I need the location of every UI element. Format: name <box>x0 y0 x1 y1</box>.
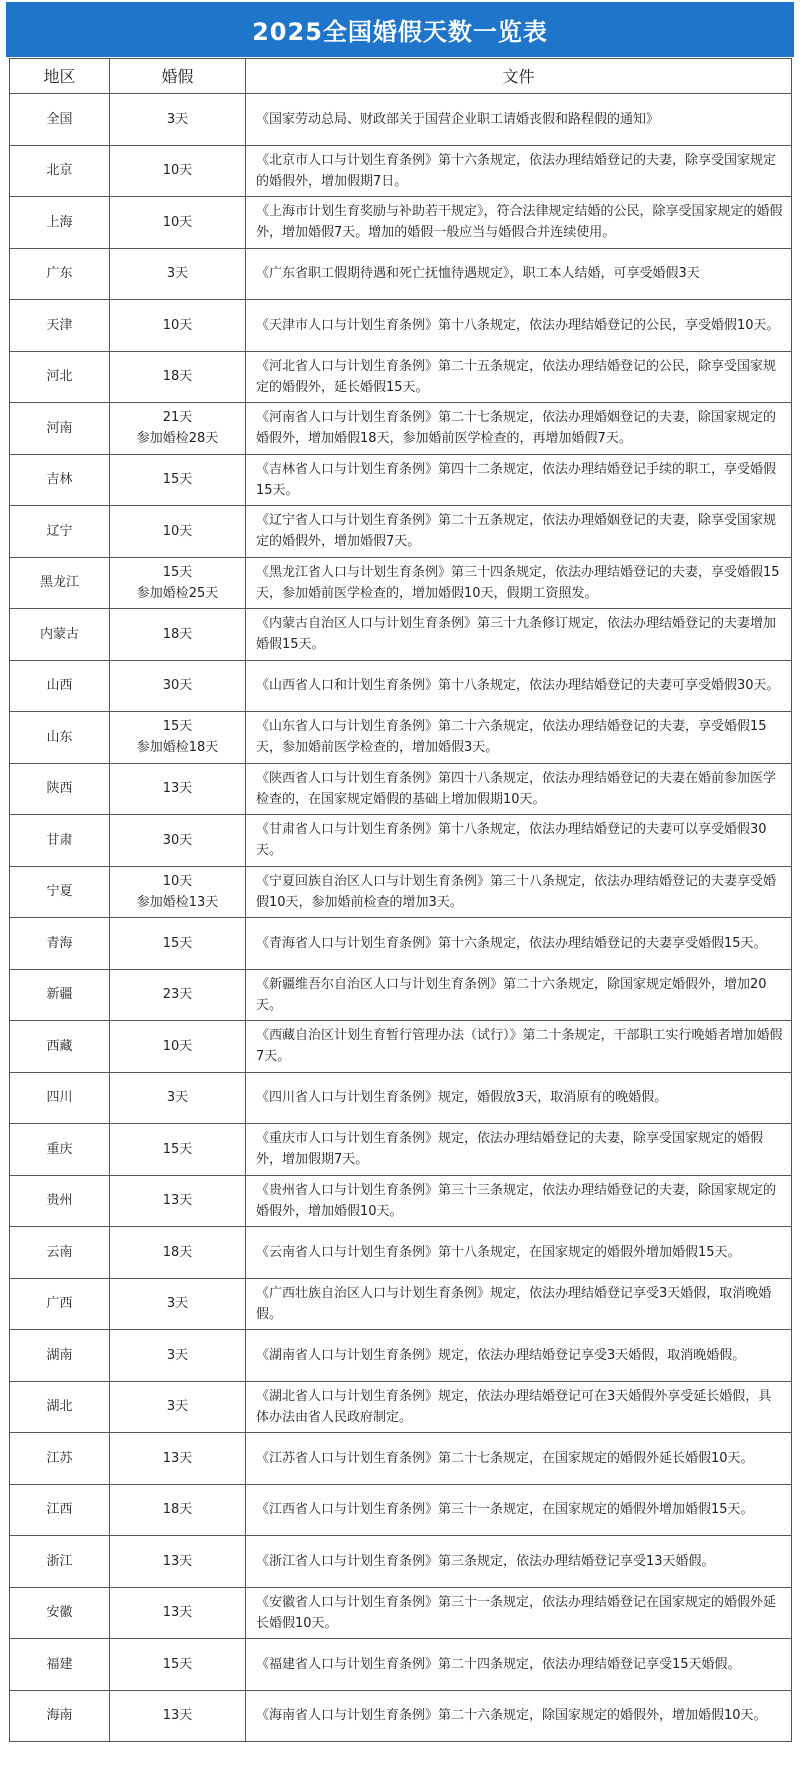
leave-days-cell <box>110 1330 246 1382</box>
leave-days: 3天 <box>166 1347 189 1363</box>
regulation-cell: 《内蒙古自治区人口与计划生育条例》第三十九条修订规定，依法办理结婚登记的夫妻增加婚假15天。 <box>246 609 792 661</box>
region-cell: 宁夏 <box>10 866 110 918</box>
regulation-cell: 《山西省人口和计划生育条例》第十八条规定，依法办理结婚登记的夫妻可享受婚假30天。 <box>246 660 792 712</box>
table-row <box>10 712 792 764</box>
header-doc: 文件 <box>246 59 792 94</box>
leave-days: 10天 <box>162 1038 193 1054</box>
leave-days: 15天 <box>162 472 193 488</box>
regulation-cell: 《河南省人口与计划生育条例》第二十七条规定，依法办理婚姻登记的夫妻，除国家规定的婚假外，增加婚假18天，参加婚前医学检查的，再增加婚假7天。 <box>246 403 792 455</box>
regulation-cell: 《江西省人口与计划生育条例》第三十一条规定，在国家规定的婚假外增加婚假15天。 <box>246 1484 792 1536</box>
region-cell: 吉林 <box>10 454 110 506</box>
region-cell: 北京 <box>10 145 110 197</box>
table-row <box>10 1175 792 1227</box>
leave-days: 3天 <box>166 111 189 127</box>
leave-days-cell <box>110 248 246 300</box>
leave-days-with-checkup: 参加婚检25天 <box>136 585 219 601</box>
leave-days-cell <box>110 1278 246 1330</box>
region-cell: 江苏 <box>10 1433 110 1485</box>
leave-days: 15天 <box>162 1141 193 1157</box>
table-row <box>10 1278 792 1330</box>
leave-days-cell <box>110 351 246 403</box>
leave-days-cell <box>110 145 246 197</box>
leave-days-cell <box>110 712 246 764</box>
regulation-cell: 《浙江省人口与计划生育条例》第三条规定，依法办理结婚登记享受13天婚假。 <box>246 1536 792 1588</box>
leave-days: 18天 <box>162 626 193 642</box>
table-row <box>10 609 792 661</box>
table-row <box>10 506 792 558</box>
regulation-cell: 《甘肃省人口与计划生育条例》第十八条规定，依法办理结婚登记的夫妻可以享受婚假30天。 <box>246 815 792 867</box>
table-row <box>10 1690 792 1742</box>
table-row <box>10 1587 792 1639</box>
leave-days-cell <box>110 403 246 455</box>
leave-days-cell <box>110 1072 246 1124</box>
regulation-cell: 《广西壮族自治区人口与计划生育条例》规定，依法办理结婚登记享受3天婚假，取消晚婚假。 <box>246 1278 792 1330</box>
table-row <box>10 351 792 403</box>
leave-days-with-checkup: 参加婚检13天 <box>136 894 219 910</box>
leave-days-cell <box>110 1690 246 1742</box>
leave-days-cell <box>110 557 246 609</box>
table-row <box>10 1021 792 1073</box>
table-row <box>10 145 792 197</box>
leave-days: 15天 <box>162 719 193 735</box>
leave-days-cell <box>110 1021 246 1073</box>
leave-days-cell <box>110 506 246 558</box>
leave-days-cell <box>110 660 246 712</box>
regulation-cell: 《吉林省人口与计划生育条例》第四十二条规定，依法办理结婚登记手续的职工，享受婚假15天。 <box>246 454 792 506</box>
leave-days-cell <box>110 969 246 1021</box>
regulation-cell: 《广东省职工假期待遇和死亡抚恤待遇规定》，职工本人结婚，可享受婚假3天 <box>246 248 792 300</box>
region-cell: 河北 <box>10 351 110 403</box>
table-row <box>10 918 792 970</box>
regulation-cell: 《青海省人口与计划生育条例》第十六条规定，依法办理结婚登记的夫妻享受婚假15天。 <box>246 918 792 970</box>
table-row <box>10 557 792 609</box>
table-row <box>10 866 792 918</box>
region-cell: 海南 <box>10 1690 110 1742</box>
table-row <box>10 94 792 146</box>
regulation-cell: 《陕西省人口与计划生育条例》第四十八条规定，依法办理结婚登记的夫妻在婚前参加医学检查的，在国家规定婚假的基础上增加假期10天。 <box>246 763 792 815</box>
leave-days-with-checkup: 参加婚检18天 <box>136 740 219 756</box>
region-cell: 黑龙江 <box>10 557 110 609</box>
leave-days-cell <box>110 1484 246 1536</box>
leave-days-cell <box>110 1587 246 1639</box>
regulation-cell: 《山东省人口与计划生育条例》第二十六条规定，依法办理结婚登记的夫妻，享受婚假15天，参加婚前医学检查的，增加婚假3天。 <box>246 712 792 764</box>
region-cell: 湖北 <box>10 1381 110 1433</box>
leave-days-cell <box>110 1639 246 1691</box>
regulation-cell: 《安徽省人口与计划生育条例》第三十一条规定，依法办理结婚登记在国家规定的婚假外延长婚假10天。 <box>246 1587 792 1639</box>
leave-days-with-checkup: 参加婚检28天 <box>136 431 219 447</box>
leave-days: 15天 <box>162 935 193 951</box>
region-cell: 四川 <box>10 1072 110 1124</box>
regulation-cell: 《新疆维吾尔自治区人口与计划生育条例》第二十六条规定，除国家规定婚假外，增加20天。 <box>246 969 792 1021</box>
leave-days: 23天 <box>162 987 193 1003</box>
table-row <box>10 1484 792 1536</box>
leave-days: 30天 <box>162 832 193 848</box>
regulation-cell: 《江苏省人口与计划生育条例》第二十七条规定，在国家规定的婚假外延长婚假10天。 <box>246 1433 792 1485</box>
table-row <box>10 1227 792 1279</box>
header-days: 婚假 <box>110 59 246 94</box>
regulation-cell: 《河北省人口与计划生育条例》第二十五条规定，依法办理结婚登记的公民，除享受国家规定的婚假外，延长婚假15天。 <box>246 351 792 403</box>
region-cell: 广西 <box>10 1278 110 1330</box>
leave-days: 10天 <box>162 523 193 539</box>
leave-days: 10天 <box>162 163 193 179</box>
leave-days-cell <box>110 815 246 867</box>
region-cell: 天津 <box>10 300 110 352</box>
region-cell: 福建 <box>10 1639 110 1691</box>
regulation-cell: 《上海市计划生育奖励与补助若干规定》，符合法律规定结婚的公民，除享受国家规定的婚假外，增加婚假7天。增加的婚假一般应当与婚假合并连续使用。 <box>246 197 792 249</box>
table-row <box>10 969 792 1021</box>
leave-days: 15天 <box>162 1656 193 1672</box>
leave-days-cell <box>110 1124 246 1176</box>
table-row <box>10 1433 792 1485</box>
leave-days: 3天 <box>166 266 189 282</box>
leave-days: 15天 <box>162 564 193 580</box>
region-cell: 辽宁 <box>10 506 110 558</box>
header-row <box>10 59 792 94</box>
regulation-cell: 《湖北省人口与计划生育条例》规定，依法办理结婚登记可在3天婚假外享受延长婚假，具体办法由省人民政府制定。 <box>246 1381 792 1433</box>
table-row <box>10 197 792 249</box>
regulation-cell: 《北京市人口与计划生育条例》第十六条规定，依法办理结婚登记的夫妻，除享受国家规定的婚假外，增加假期7日。 <box>246 145 792 197</box>
leave-days: 18天 <box>162 1244 193 1260</box>
table-row <box>10 300 792 352</box>
regulation-cell: 《西藏自治区计划生育暂行管理办法（试行）》第二十条规定，干部职工实行晚婚者增加婚假7天。 <box>246 1021 792 1073</box>
table-row <box>10 660 792 712</box>
region-cell: 安徽 <box>10 1587 110 1639</box>
leave-days: 18天 <box>162 1502 193 1518</box>
regulation-cell: 《重庆市人口与计划生育条例》规定，依法办理结婚登记的夫妻，除享受国家规定的婚假外，增加假期7天。 <box>246 1124 792 1176</box>
table-row <box>10 1639 792 1691</box>
leave-days-cell <box>110 918 246 970</box>
table-row <box>10 763 792 815</box>
region-cell: 西藏 <box>10 1021 110 1073</box>
leave-days-cell <box>110 197 246 249</box>
leave-days: 13天 <box>162 781 193 797</box>
regulation-cell: 《云南省人口与计划生育条例》第十八条规定，在国家规定的婚假外增加婚假15天。 <box>246 1227 792 1279</box>
leave-days-cell <box>110 1175 246 1227</box>
region-cell: 广东 <box>10 248 110 300</box>
leave-days: 13天 <box>162 1553 193 1569</box>
leave-days: 13天 <box>162 1708 193 1724</box>
regulation-cell: 《辽宁省人口与计划生育条例》第二十五条规定，依法办理婚姻登记的夫妻，除享受国家规定的婚假外，增加婚假7天。 <box>246 506 792 558</box>
regulation-cell: 《宁夏回族自治区人口与计划生育条例》第三十八条规定，依法办理结婚登记的夫妻享受婚假10天，参加婚前检查的增加3天。 <box>246 866 792 918</box>
region-cell: 上海 <box>10 197 110 249</box>
leave-days-cell <box>110 609 246 661</box>
leave-days: 3天 <box>166 1399 189 1415</box>
leave-days: 13天 <box>162 1450 193 1466</box>
leave-days: 13天 <box>162 1605 193 1621</box>
table-row <box>10 1072 792 1124</box>
leave-days-cell <box>110 1536 246 1588</box>
leave-days-cell <box>110 763 246 815</box>
leave-days-cell <box>110 866 246 918</box>
region-cell: 贵州 <box>10 1175 110 1227</box>
table-row <box>10 248 792 300</box>
regulation-cell: 《湖南省人口与计划生育条例》规定，依法办理结婚登记享受3天婚假，取消晚婚假。 <box>246 1330 792 1382</box>
table-row <box>10 815 792 867</box>
leave-days: 3天 <box>166 1090 189 1106</box>
regulation-cell: 《福建省人口与计划生育条例》第二十四条规定，依法办理结婚登记享受15天婚假。 <box>246 1639 792 1691</box>
region-cell: 新疆 <box>10 969 110 1021</box>
table-row <box>10 1124 792 1176</box>
table-title: 2025全国婚假天数一览表 <box>6 2 794 57</box>
region-cell: 全国 <box>10 94 110 146</box>
table-row <box>10 1381 792 1433</box>
leave-days: 13天 <box>162 1193 193 1209</box>
table-row <box>10 1536 792 1588</box>
region-cell: 浙江 <box>10 1536 110 1588</box>
regulation-cell: 《海南省人口与计划生育条例》第二十六条规定，除国家规定的婚假外，增加婚假10天。 <box>246 1690 792 1742</box>
region-cell: 陕西 <box>10 763 110 815</box>
region-cell: 青海 <box>10 918 110 970</box>
leave-days-cell <box>110 1381 246 1433</box>
region-cell: 甘肃 <box>10 815 110 867</box>
leave-days: 10天 <box>162 214 193 230</box>
marriage-leave-table <box>9 58 792 1742</box>
table-row <box>10 403 792 455</box>
leave-days-cell <box>110 1433 246 1485</box>
header-region: 地区 <box>10 59 110 94</box>
table-row <box>10 1330 792 1382</box>
leave-days-cell <box>110 94 246 146</box>
leave-days-cell <box>110 454 246 506</box>
table-header <box>10 59 792 94</box>
leave-days: 21天 <box>162 410 193 426</box>
region-cell: 云南 <box>10 1227 110 1279</box>
region-cell: 内蒙古 <box>10 609 110 661</box>
regulation-cell: 《黑龙江省人口与计划生育条例》第三十四条规定，依法办理结婚登记的夫妻，享受婚假15天，参加婚前医学检查的，增加婚假10天，假期工资照发。 <box>246 557 792 609</box>
region-cell: 山东 <box>10 712 110 764</box>
region-cell: 湖南 <box>10 1330 110 1382</box>
leave-days: 10天 <box>162 317 193 333</box>
regulation-cell: 《天津市人口与计划生育条例》第十八条规定，依法办理结婚登记的公民，享受婚假10天。 <box>246 300 792 352</box>
table-row <box>10 454 792 506</box>
table-body <box>10 94 792 1742</box>
region-cell: 重庆 <box>10 1124 110 1176</box>
region-cell: 山西 <box>10 660 110 712</box>
leave-days-cell <box>110 1227 246 1279</box>
regulation-cell: 《四川省人口与计划生育条例》规定，婚假放3天，取消原有的晚婚假。 <box>246 1072 792 1124</box>
region-cell: 江西 <box>10 1484 110 1536</box>
regulation-cell: 《国家劳动总局、财政部关于国营企业职工请婚丧假和路程假的通知》 <box>246 94 792 146</box>
leave-days-cell <box>110 300 246 352</box>
leave-days: 18天 <box>162 369 193 385</box>
region-cell: 河南 <box>10 403 110 455</box>
leave-days: 10天 <box>162 873 193 889</box>
leave-days: 3天 <box>166 1296 189 1312</box>
regulation-cell: 《贵州省人口与计划生育条例》第三十三条规定，依法办理结婚登记的夫妻，除国家规定的婚假外，增加婚假10天。 <box>246 1175 792 1227</box>
leave-days: 30天 <box>162 678 193 694</box>
